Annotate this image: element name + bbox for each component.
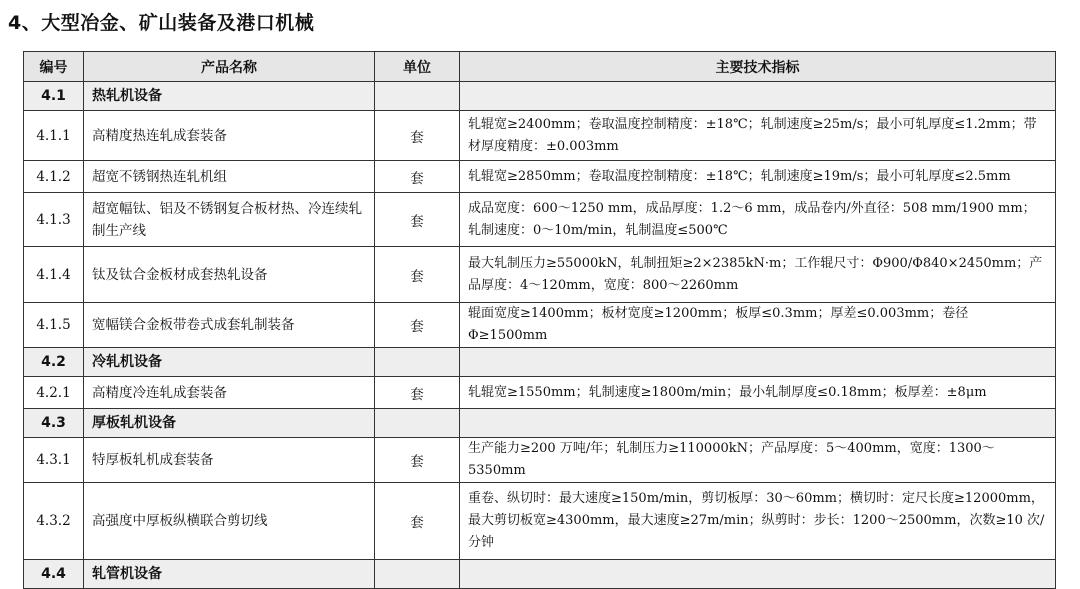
row-unit (375, 348, 460, 377)
row-num: 4.2.1 (24, 377, 84, 409)
table-header-row (24, 52, 1056, 82)
row-name: 热轧机设备 (84, 82, 375, 111)
row-name: 特厚板轧机成套装备 (84, 438, 375, 483)
row-unit: 套 (375, 111, 460, 161)
header-unit: 单位 (375, 52, 460, 82)
row-unit: 套 (375, 377, 460, 409)
table-row (24, 483, 1056, 560)
row-num: 4.1.5 (24, 303, 84, 348)
row-unit (375, 409, 460, 438)
row-num: 4.2 (24, 348, 84, 377)
row-spec (460, 82, 1056, 111)
row-num: 4.3 (24, 409, 84, 438)
section-row (24, 348, 1056, 377)
row-num: 4.1.1 (24, 111, 84, 161)
row-spec (460, 348, 1056, 377)
row-num: 4.1.2 (24, 161, 84, 193)
row-num: 4.1 (24, 82, 84, 111)
row-name: 高精度热连轧成套装备 (84, 111, 375, 161)
row-name: 轧管机设备 (84, 560, 375, 589)
row-spec (460, 409, 1056, 438)
row-spec: 轧辊宽≥1550mm；轧制速度≥1800m/min；最小轧制厚度≤0.18mm；板厚差：±8μm (460, 377, 1056, 409)
header-name: 产品名称 (84, 52, 375, 82)
section-row (24, 82, 1056, 111)
row-unit: 套 (375, 303, 460, 348)
row-name: 钛及钛合金板材成套热轧设备 (84, 247, 375, 303)
row-name: 厚板轧机设备 (84, 409, 375, 438)
table-row (24, 111, 1056, 161)
row-name: 高强度中厚板纵横联合剪切线 (84, 483, 375, 560)
row-name: 高精度冷连轧成套装备 (84, 377, 375, 409)
table-row (24, 247, 1056, 303)
table-row (24, 161, 1056, 193)
page-title: 4、大型冶金、矿山装备及港口机械 (8, 12, 315, 34)
row-unit: 套 (375, 193, 460, 247)
row-spec: 辊面宽度≥1400mm；板材宽度≥1200mm；板厚≤0.3mm；厚差≤0.003mm；卷径Φ≥1500mm (460, 303, 1056, 348)
row-num: 4.4 (24, 560, 84, 589)
row-spec: 最大轧制压力≥55000kN，轧制扭矩≥2×2385kN·m；工作辊尺寸：Φ900/Φ840×2450mm；产品厚度：4～120mm，宽度：800～2260mm (460, 247, 1056, 303)
row-name: 超宽幅钛、铝及不锈钢复合板材热、冷连续轧制生产线 (84, 193, 375, 247)
row-spec: 轧辊宽≥2850mm；卷取温度控制精度：±18℃；轧制速度≥19m/s；最小可轧厚度≤2.5mm (460, 161, 1056, 193)
row-unit: 套 (375, 483, 460, 560)
row-spec: 轧辊宽≥2400mm；卷取温度控制精度：±18℃；轧制速度≥25m/s；最小可轧厚度≤1.2mm；带材厚度精度：±0.003mm (460, 111, 1056, 161)
row-num: 4.3.1 (24, 438, 84, 483)
table-row (24, 438, 1056, 483)
table-row (24, 303, 1056, 348)
row-unit: 套 (375, 161, 460, 193)
row-spec: 重卷、纵切时：最大速度≥150m/min，剪切板厚：30～60mm；横切时：定尺长度≥12000mm，最大剪切板宽≥4300mm，最大速度≥27m/min；纵剪时：步长：1200～2500mm，次数≥10 次/分钟 (460, 483, 1056, 560)
header-num: 编号 (24, 52, 84, 82)
row-num: 4.1.3 (24, 193, 84, 247)
row-unit: 套 (375, 438, 460, 483)
row-spec: 成品宽度：600～1250 mm，成品厚度：1.2～6 mm，成品卷内/外直径：508 mm/1900 mm；轧制速度：0～10m/min，轧制温度≤500℃ (460, 193, 1056, 247)
row-num: 4.1.4 (24, 247, 84, 303)
table-row (24, 377, 1056, 409)
row-name: 宽幅镁合金板带卷式成套轧制装备 (84, 303, 375, 348)
row-unit (375, 82, 460, 111)
row-name: 冷轧机设备 (84, 348, 375, 377)
equipment-table (23, 51, 1056, 589)
section-row (24, 409, 1056, 438)
row-num: 4.3.2 (24, 483, 84, 560)
header-spec: 主要技术指标 (460, 52, 1056, 82)
row-spec: 生产能力≥200 万吨/年；轧制压力≥110000kN；产品厚度：5～400mm，宽度：1300～5350mm (460, 438, 1056, 483)
row-name: 超宽不锈钢热连轧机组 (84, 161, 375, 193)
row-unit: 套 (375, 247, 460, 303)
table-row (24, 193, 1056, 247)
